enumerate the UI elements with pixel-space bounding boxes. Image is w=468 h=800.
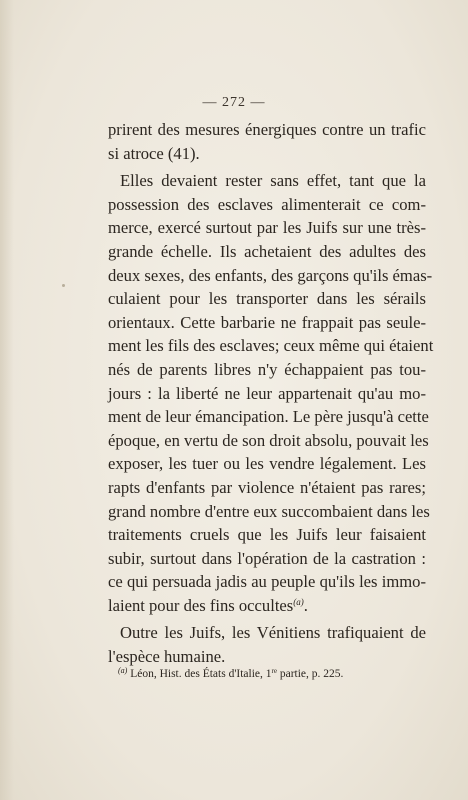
text-line: rapts d'enfants par violence n'étaient pas rares; [108,477,426,497]
footnote-reference[interactable]: (a) [293,596,304,607]
text-line: culaient pour les transporter dans les sérails [108,289,426,309]
text-line: ce qui persuada jadis au peuple qu'ils les immo- [108,572,426,592]
text-line: époque, en vertu de son droit absolu, pouvait les [108,430,429,450]
footnote-mark: (a) [118,666,128,675]
text-line: ment les fils des esclaves; ceux même qui étaient [108,336,434,356]
footnote-text-end: partie, p. 225. [276,668,344,680]
text-line: grande échelle. Ils achetaient des adultes des [108,241,426,261]
text-line: si atroce (41). [108,143,200,163]
text-line: possession des esclaves alimenterait ce com- [108,194,426,214]
text-line: exposer, les tuer ou les vendre légalement. Les [108,454,426,474]
text-line: nés de parents libres n'y échappaient pas tou- [108,359,426,379]
text-line: subir, surtout dans l'opération de la castration : [108,548,426,568]
text-line: orientaux. Cette barbarie ne frappait pas seule- [108,312,426,332]
text-line: prirent des mesures énergiques contre un trafic [108,120,426,139]
text-line: deux sexes, des enfants, des garçons qu'ils émas- [108,265,433,285]
footnote-text: Léon, Hist. des États d'Italie, 1 [130,668,272,680]
footnote-ordinal: re [271,667,277,675]
text-line: Elles devaient rester sans effet, tant que la [120,171,426,191]
page-number: — 272 — [202,95,266,110]
text-line: jours : la liberté ne leur appartenait qu'au mo- [108,383,426,403]
text-line: grand nombre d'entre eux succombaient dans les [108,501,430,521]
text-line [108,594,426,618]
paragraph-2 [108,169,434,617]
page-gutter-shadow [0,0,14,800]
main-text [108,118,434,669]
paper-speck [62,284,65,287]
text-line-content: laient pour des fins occultes [108,595,294,615]
text-line: l'espèce humaine. [108,647,226,667]
paragraph-1 [108,118,426,165]
text-line: traitements cruels que les Juifs leur faisaient [108,525,426,545]
text-line: ment de leur émancipation. Le père jusqu'à cette [108,407,429,427]
text-line: Outre les Juifs, les Vénitiens trafiquaient de [120,623,426,643]
paragraph-3 [108,621,426,668]
text-line: merce, exercé surtout par les Juifs sur une très- [108,218,426,238]
sentence-end: . [303,595,308,615]
footnote [118,666,418,680]
